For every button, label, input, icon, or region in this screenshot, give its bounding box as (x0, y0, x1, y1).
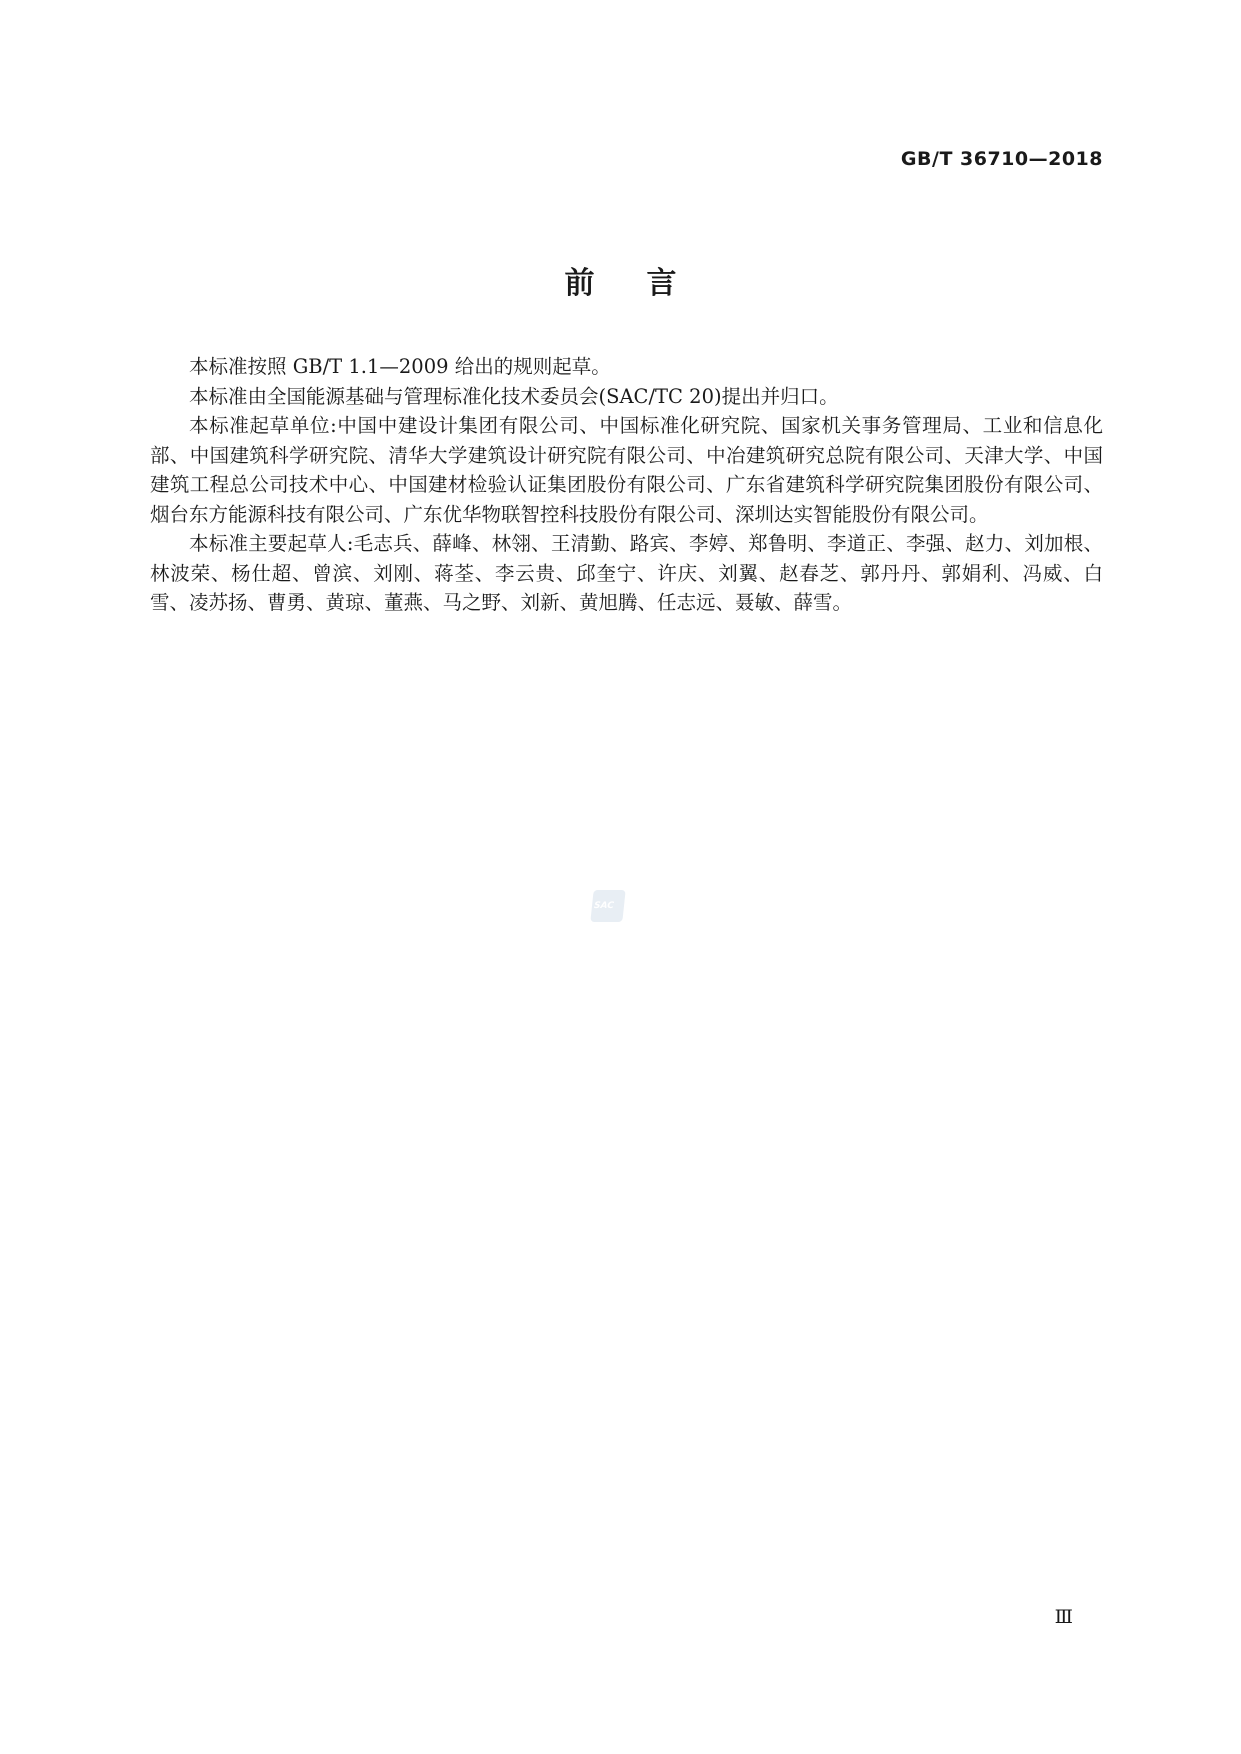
foreword-body (150, 352, 1103, 618)
sac-watermark-logo (590, 890, 625, 922)
paragraph-drafting-units: 本标准起草单位:中国中建设计集团有限公司、中国标准化研究院、国家机关事务管理局、工业和信息化部、中国建筑科学研究院、清华大学建筑设计研究院有限公司、中冶建筑研究总院有限公司、天津大学、中国建筑工程总公司技术中心、中国建材检验认证集团股份有限公司、广东省建筑科学研究院集团股份有限公司、烟台东方能源科技有限公司、广东优华物联智控科技股份有限公司、深圳达实智能股份有限公司。 (150, 414, 1103, 526)
foreword-title: 前言 (564, 266, 729, 301)
paragraph-drafting-rules: 本标准按照 GB/T 1.1—2009 给出的规则起草。 (189, 355, 611, 378)
sac-watermark-text: SAC (593, 901, 615, 911)
paragraph-proposer: 本标准由全国能源基础与管理标准化技术委员会(SAC/TC 20)提出并归口。 (189, 384, 839, 408)
page-number: Ⅲ (1054, 1606, 1073, 1628)
paragraph-main-drafters: 本标准主要起草人:毛志兵、薛峰、林翎、王清勤、路宾、李婷、郑鲁明、李道正、李强、赵力、刘加根、林波荣、杨仕超、曾滨、刘刚、蒋荃、李云贵、邱奎宁、许庆、刘翼、赵春芝、郭丹丹、郭娟利、冯威、白雪、凌苏扬、曹勇、黄琼、董燕、马之野、刘新、黄旭腾、任志远、聂敏、薛雪。 (150, 532, 1103, 614)
standard-number: GB/T 36710—2018 (900, 148, 1103, 170)
